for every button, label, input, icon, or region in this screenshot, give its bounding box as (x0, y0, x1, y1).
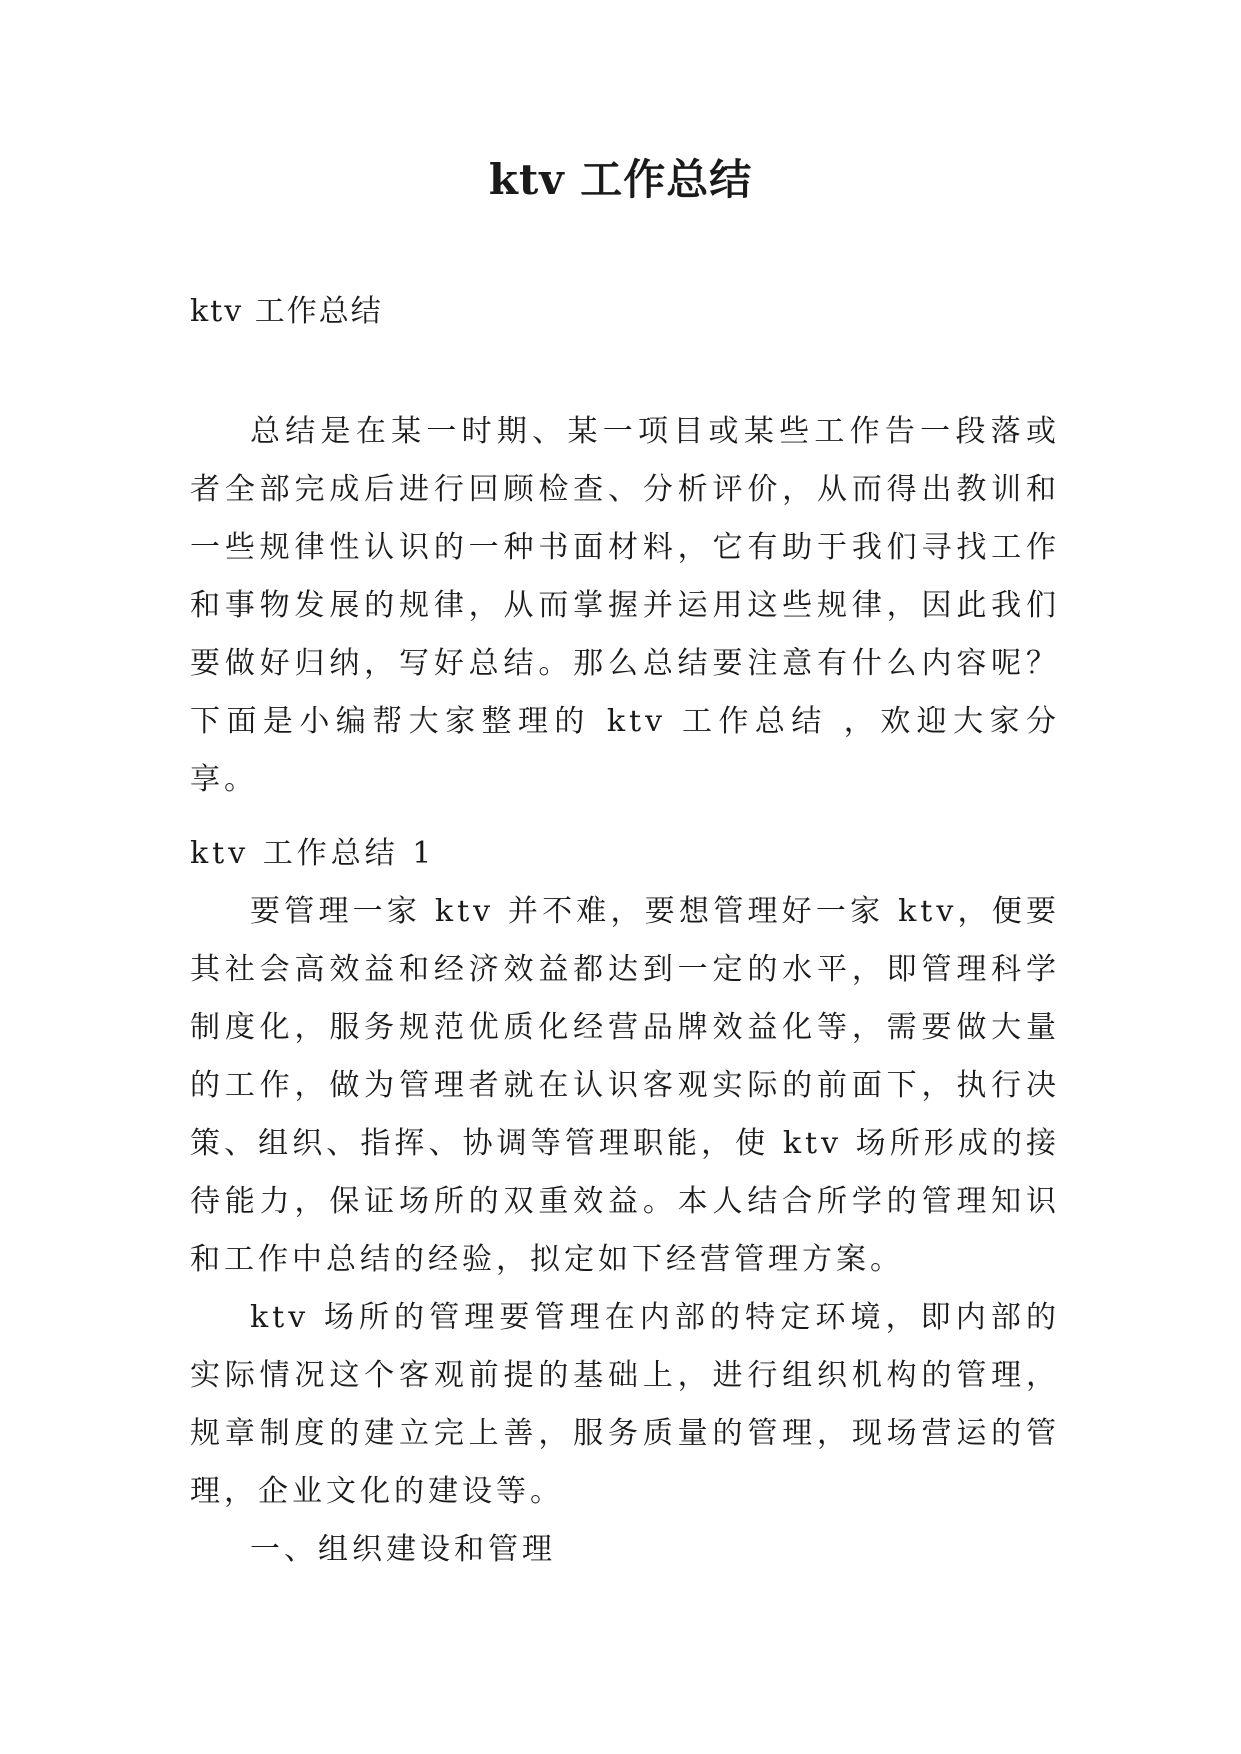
document-title: ktv 工作总结 (488, 155, 753, 204)
section-1-item-1: 一、组织建设和管理 (250, 1532, 556, 1567)
intro-block (190, 403, 1060, 809)
section-1-heading: ktv 工作总结 1 (190, 836, 436, 871)
section-1-paragraph-1: 要管理一家 ktv 并不难，要想管理好一家 ktv，便要其社会高效益和经济效益都达到一定的水平，即管理科学制度化，服务规范优质化经营品牌效益化等，需要做大量的工作，做为管理者就在认识客观实际的前面下，执行决策、组织、指挥、协调等管理职能，使 ktv 场所形成的接待能力，保证场所的双重效益。本人结合所学的管理知识和工作中总结的经验，拟定如下经营管理方案。 (190, 894, 1060, 1277)
section-1-paragraph-2: ktv 场所的管理要管理在内部的特定环境，即内部的实际情况这个客观前提的基础上，进行组织机构的管理，规章制度的建立完上善，服务质量的管理，现场营运的管理，企业文化的建设等。 (190, 1300, 1060, 1509)
section-1 (190, 825, 1060, 1579)
document-subtitle: ktv 工作总结 (190, 294, 383, 329)
intro-paragraph: 总结是在某一时期、某一项目或某些工作告一段落或者全部完成后进行回顾检查、分析评价，从而得出教训和一些规律性认识的一种书面材料，它有助于我们寻找工作和事物发展的规律，从而掌握并运用这些规律，因此我们要做好归纳，写好总结。那么总结要注意有什么内容呢？下面是小编帮大家整理的 ktv 工作总结 ，欢迎大家分享。 (190, 414, 1060, 797)
